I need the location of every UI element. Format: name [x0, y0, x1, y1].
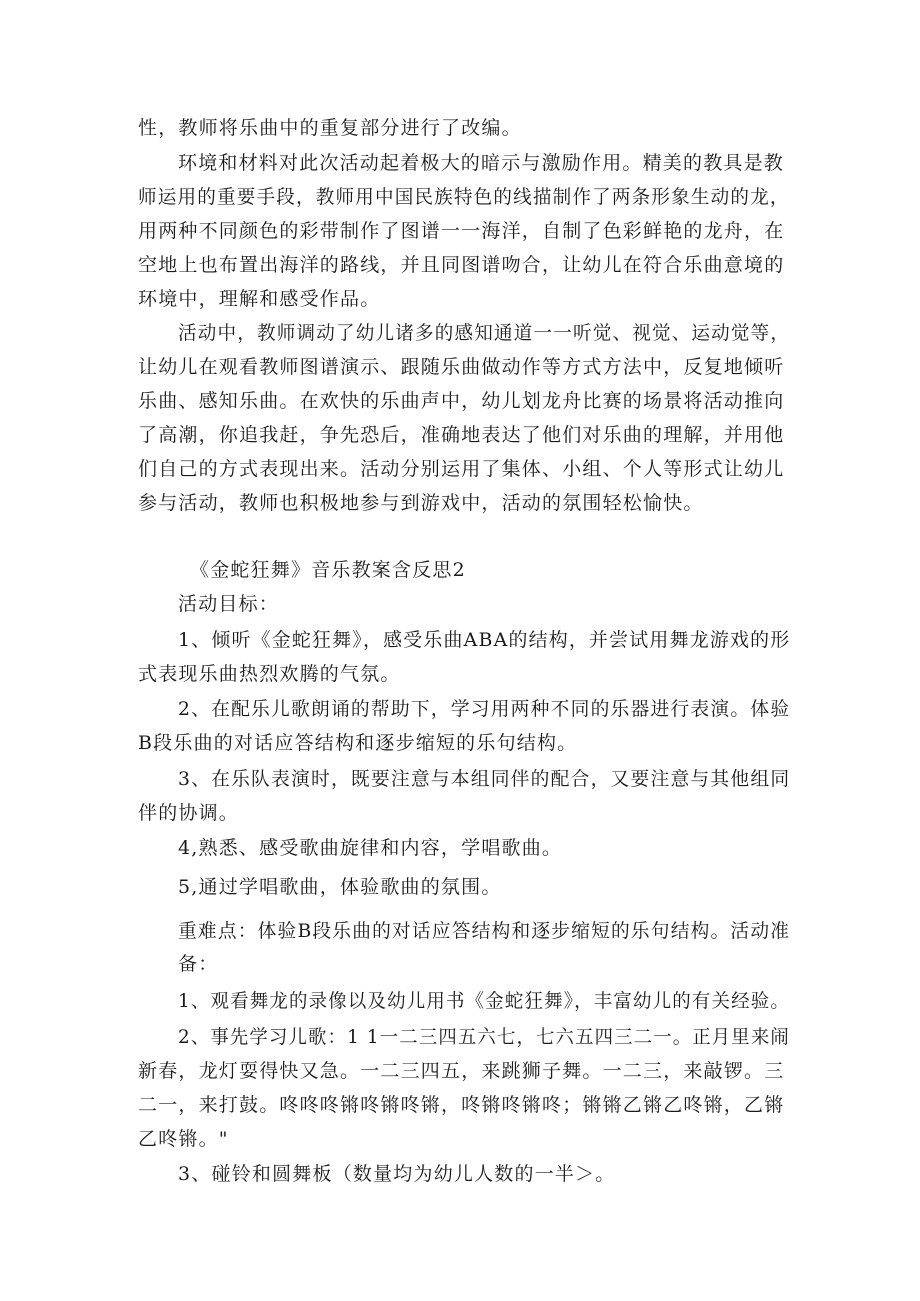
goal-item: 2、在配乐儿歌朗诵的帮助下，学习用两种不同的乐器进行表演。体验 — [178, 698, 791, 720]
paragraph-line: 师运用的重要手段，教师用中国民族特色的线描制作了两条形象生动的龙， — [138, 186, 790, 208]
difficulty-line: 重难点：体验B段乐曲的对话应答结构和逐步缩短的乐句结构。活动准 — [178, 920, 791, 942]
prep-item: 新春，龙灯耍得快又急。一二三四五，来跳狮子舞。一二三，来敲锣。三 — [138, 1060, 785, 1082]
paragraph-line: 参与活动，教师也积极地参与到游戏中，活动的氛围轻松愉快。 — [138, 492, 704, 514]
paragraph-line: 环境中，理解和感受作品。 — [138, 288, 381, 310]
goal-item: 式表现乐曲热烈欢腾的气氛。 — [138, 663, 401, 685]
paragraph-line: 活动中，教师调动了幼儿诸多的感知通道一一听觉、视觉、运动觉等， — [178, 322, 791, 344]
goal-item: 1、倾听《金蛇狂舞》，感受乐曲ABA的结构，并尝试用舞龙游戏的形 — [178, 629, 791, 651]
prep-item: 1、观看舞龙的录像以及幼儿用书《金蛇狂舞》，丰富幼儿的有关经验。 — [178, 990, 790, 1012]
goal-item: B段乐曲的对话应答结构和逐步缩短的乐句结构。 — [138, 732, 578, 754]
difficulty-line: 备： — [178, 953, 219, 975]
prep-item: 乙咚锵。" — [138, 1128, 229, 1150]
paragraph-line: 了高潮，你追我赶，争先恐后，准确地表达了他们对乐曲的理解，并用他 — [138, 424, 785, 446]
prep-item: 2、事先学习儿歌：1 1一二三四五六七，七六五四三二一。正月里来闹 — [178, 1026, 790, 1048]
paragraph-line: 让幼儿在观看教师图谱演示、跟随乐曲做动作等方式方法中，反复地倾听 — [138, 356, 785, 378]
goal-item: 3、在乐队表演时，既要注意与本组同伴的配合，又要注意与其他组同 — [178, 768, 791, 790]
paragraph-line: 乐曲、感知乐曲。在欢快的乐曲声中，幼儿划龙舟比赛的场景将活动推向 — [138, 390, 785, 412]
goal-item: 伴的协调。 — [138, 802, 240, 824]
paragraph-line: 环境和材料对此次活动起着极大的暗示与激励作用。精美的教具是教 — [178, 152, 785, 174]
paragraph-line: 空地上也布置出海洋的路线，并且同图谱吻合，让幼儿在符合乐曲意境的 — [138, 254, 785, 276]
paragraph-line: 性，教师将乐曲中的重复部分进行了改编。 — [138, 117, 522, 139]
goal-item: 5,通过学唱歌曲，体验歌曲的氛围。 — [178, 876, 502, 898]
goals-heading: 活动目标： — [178, 593, 280, 615]
goal-item: 4,熟悉、感受歌曲旋律和内容，学唱歌曲。 — [178, 837, 563, 859]
paragraph-line: 们自己的方式表现出来。活动分别运用了集体、小组、个人等形式让幼儿 — [138, 458, 785, 480]
prep-item: 3、碰铃和圆舞板（数量均为幼儿人数的一半＞。 — [178, 1163, 616, 1185]
prep-item: 二一，来打鼓。咚咚咚锵咚锵咚锵，咚锵咚锵咚；锵锵乙锵乙咚锵，乙锵 — [138, 1094, 785, 1116]
section-title: 《金蛇狂舞》音乐教案含反思2 — [190, 559, 466, 581]
paragraph-line: 用两种不同颜色的彩带制作了图谱一一海洋，自制了色彩鲜艳的龙舟，在 — [138, 220, 785, 242]
